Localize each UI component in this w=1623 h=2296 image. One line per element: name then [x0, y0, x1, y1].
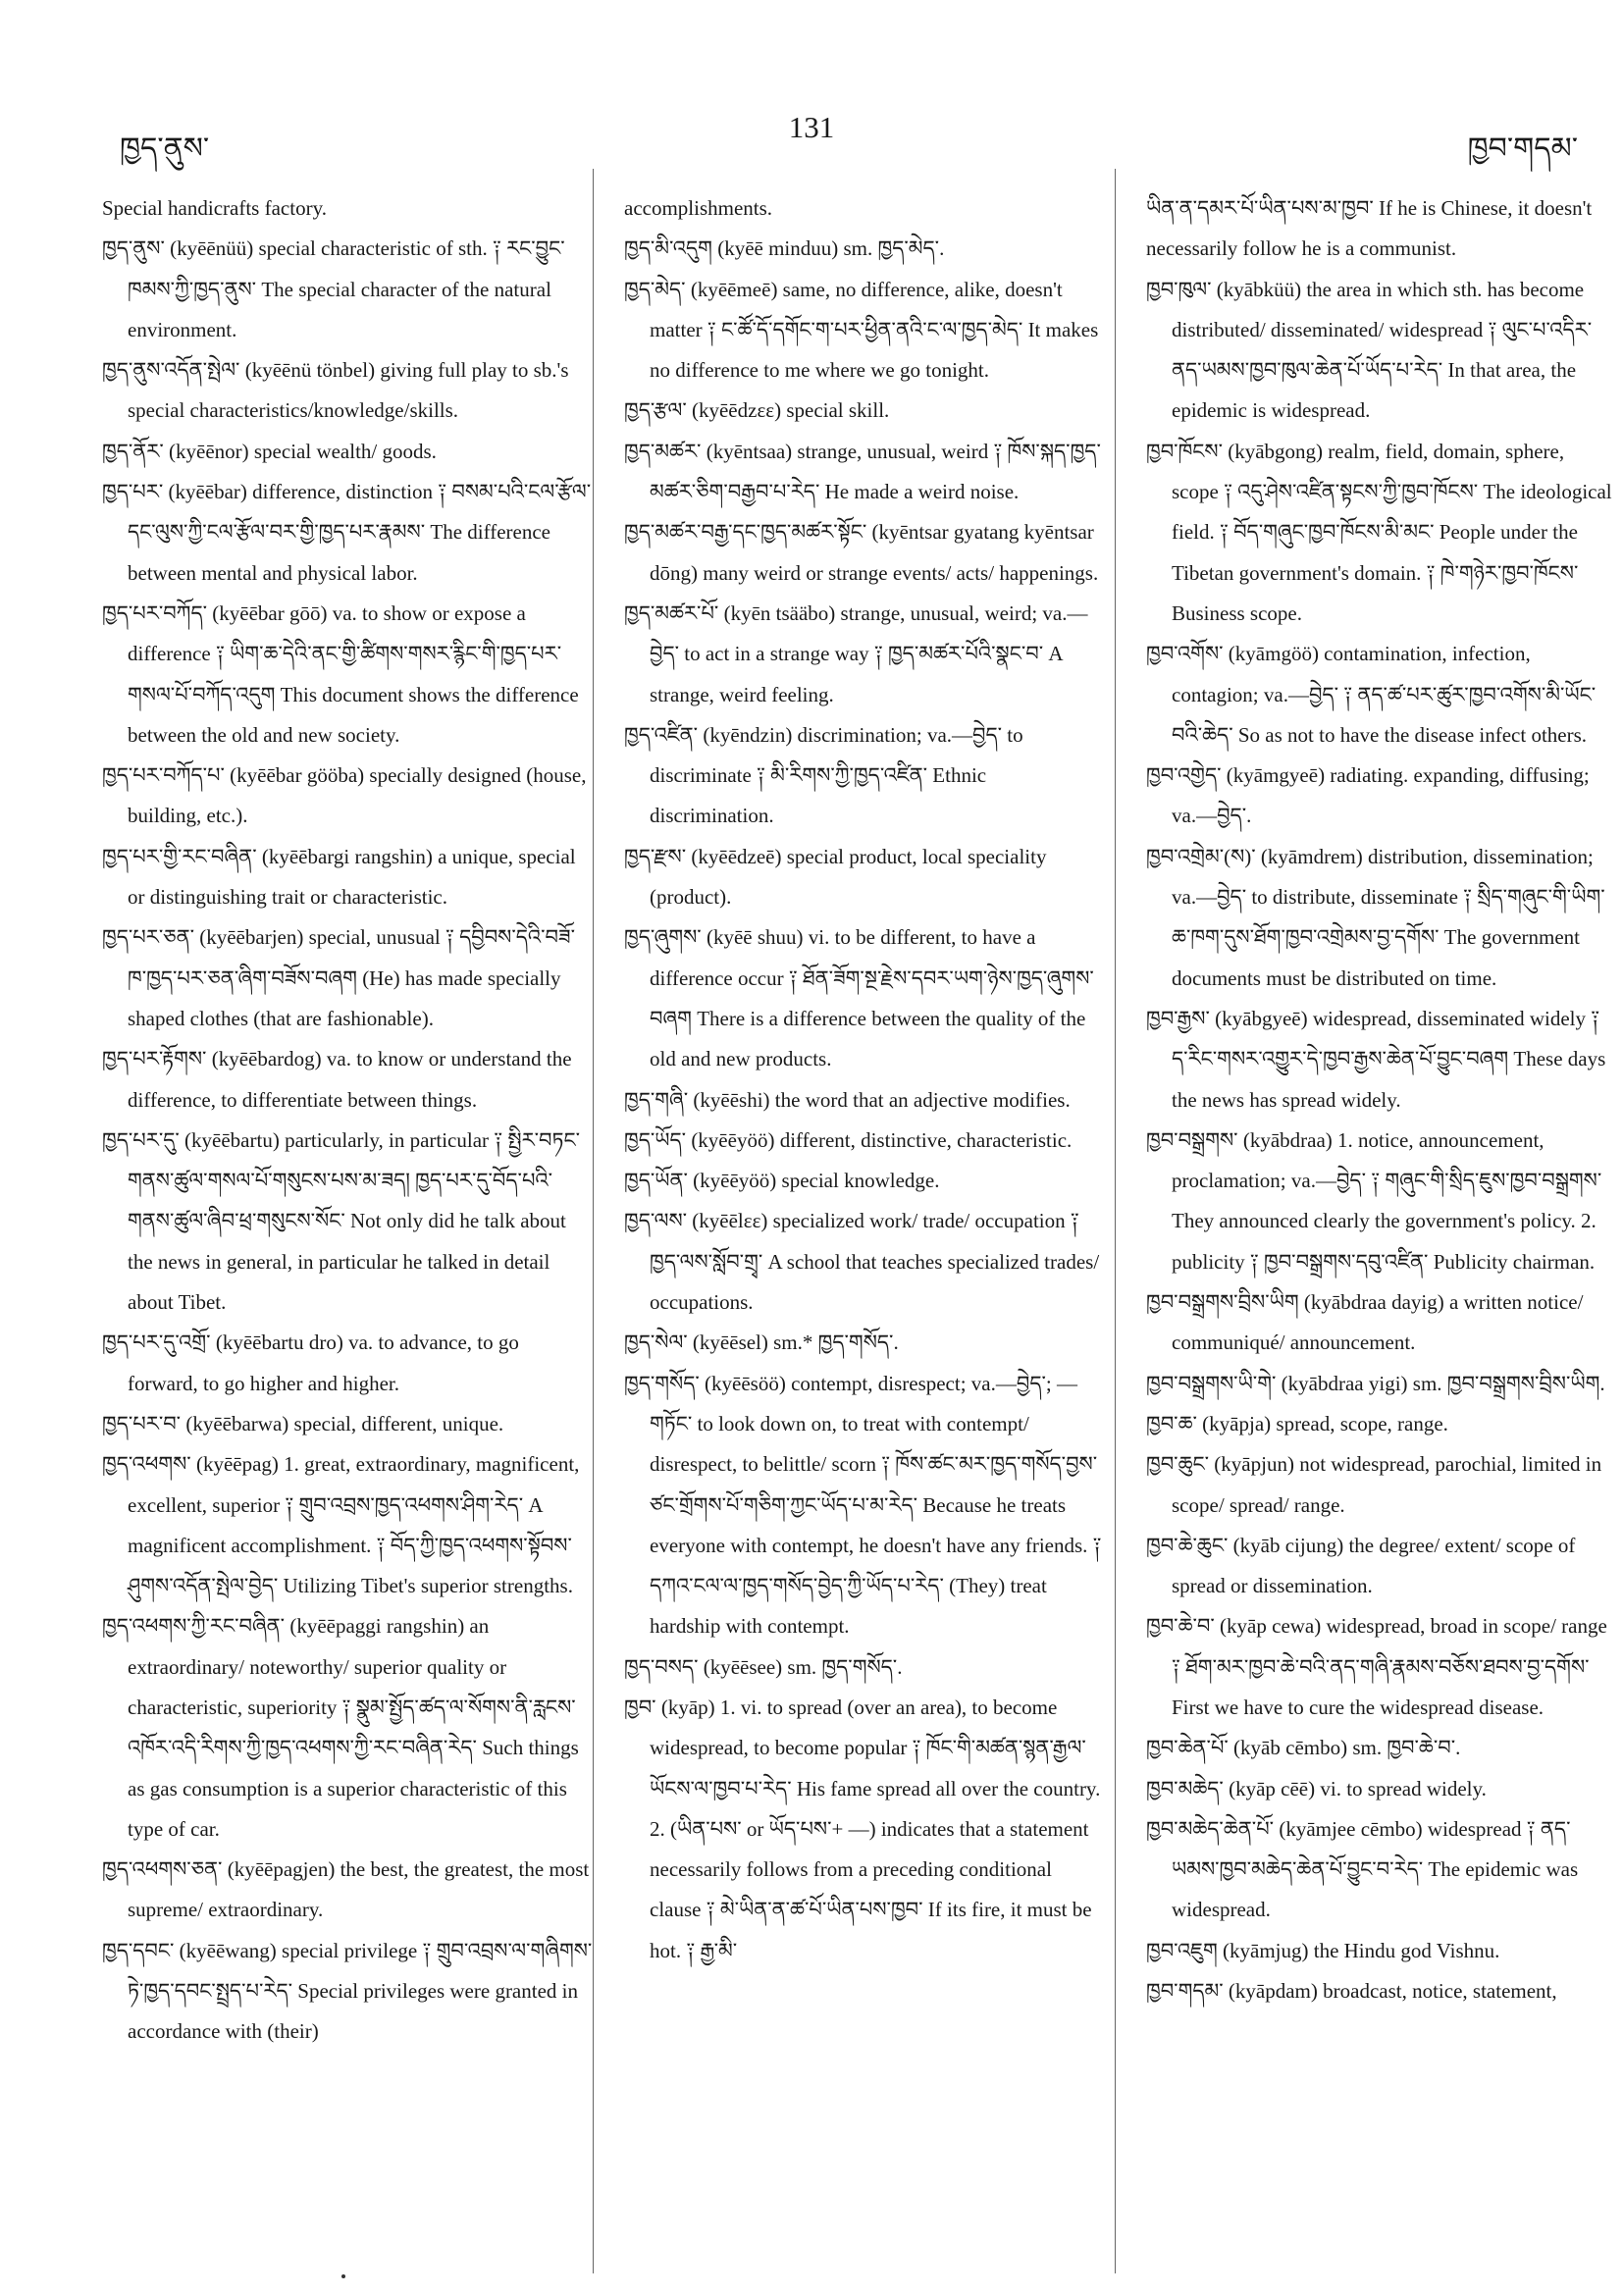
left-running-headword: ཁྱད་ནུས་ — [120, 132, 210, 165]
dictionary-entry: ཁྱད་ཞུགས་ (kyēē shuu) vi. to be different, to have a difference occur ༑ ཐོན་ཟོག་སྔ་རྗེས་དབར་ཡག་ཉེས་ཁྱད་ཞུགས་བཞག There is a difference between the quality of the old and new products. — [624, 925, 1094, 1071]
column-left — [102, 188, 593, 2053]
dictionary-entry: ཁྱད་པར་བཀོད་པ་ (kyēēbar gööba) specially designed (house, building, etc.). — [102, 763, 587, 828]
dictionary-entry: ཁྱད་ཡོན་ (kyēēyöö) special knowledge. — [624, 1169, 940, 1193]
dictionary-entry: ཁྱབ་ཆེན་པོ་ (kyāb cēmbo) sm. ཁྱབ་ཆེ་བ་. — [1146, 1736, 1461, 1760]
right-running-headword: ཁྱབ་གདམ་ — [1467, 132, 1578, 165]
dictionary-entry: ཁྱད་པར་དུ་འགྲོ་ (kyēēbartu dro) va. to advance, to go forward, to go higher and higher. — [102, 1331, 519, 1395]
dictionary-entry: ཁྱད་གཞི་ (kyēēshi) the word that an adjective modifies. — [624, 1087, 1071, 1112]
dictionary-entry: ཁྱད་དབང་ (kyēēwang) special privilege ༑ གྲུབ་འབྲས་ལ་གཞིགས་ཏེ་ཁྱད་དབང་སྤྲད་པ་རེད་ Special privileges were granted in accordance with (their) — [102, 1938, 593, 2044]
column-right — [1146, 188, 1612, 2011]
dictionary-entry: ཁྱད་མི་འདུག (kyēē minduu) sm. ཁྱད་མེད་. — [624, 236, 945, 261]
dictionary-entry: ཁྱབ་འགོས་ (kyāmgöö) contamination, infection, contagion; va.—བྱེད་ ༑ ནད་ཚ་པར་ཚུར་ཁྱབ་འགོས་མི་ཡོང་བའི་ཆེད་ So as not to have the disease infect others. — [1146, 642, 1597, 747]
dictionary-entry: ཁྱབ་ཆེ་ཆུང་ (kyāb cijung) the degree/ extent/ scope of spread or dissemination. — [1146, 1533, 1576, 1598]
dictionary-entry: ཁྱད་པར་ཅན་ (kyēēbarjen) special, unusual ༑ དབྱིབས་དེའི་བཟོ་ཁ་ཁྱད་པར་ཅན་ཞིག་བཟོས་བཞག (He) has made specially shaped clothes (that are fashionable). — [102, 925, 576, 1030]
dictionary-entry: ཁྱབ་ཁུལ་ (kyābküü) the area in which sth. has become distributed/ disseminated/ widespread ༑ ལུང་པ་འདིར་ནད་ཡམས་ཁྱབ་ཁུལ་ཆེན་པོ་ཡོད་པ་རེད་ In that area, the epidemic is widespread. — [1146, 277, 1593, 423]
dictionary-entry: ཁྱབ་ཁོངས་ (kyābgong) realm, field, domain, sphere, scope ༑ འདུ་ཤེས་འཛིན་སྟངས་ཀྱི་ཁྱབ་ཁོངས་ The ideological field. ༑ བོད་གཞུང་ཁྱབ་ཁོངས་མི་མང་ People under the Tibetan government's domain. ༑ ཁེ་གཉེར་ཁྱབ་ཁོངས་ Business scope. — [1146, 439, 1612, 625]
dictionary-entry: ཁྱད་ཡོད་ (kyēēyöö) different, distinctive, characteristic. — [624, 1127, 1073, 1152]
dictionary-entry: ཁྱབ་བསྒྲགས་ (kyābdraa) 1. notice, announcement, proclamation; va.—བྱེད་ ༑ གཞུང་གི་སྲིད་ཇུས་ཁྱབ་བསྒྲགས་ They announced clearly the government's policy. 2. publicity ༑ ཁྱབ་བསྒྲགས་དབུ་འཛིན་ Publicity chairman. — [1146, 1127, 1602, 1274]
dictionary-entry: ཁྱབ་མཆེད་ཆེན་པོ་ (kyāmjee cēmbo) widespread ༑ ནད་ཡམས་ཁྱབ་མཆེད་ཆེན་པོ་བྱུང་བ་རེད་ The epidemic was widespread. — [1146, 1816, 1579, 1922]
page-number: 131 — [788, 110, 835, 144]
dictionary-entry: ཁྱབ་ཆ་ (kyāpja) spread, scope, range. — [1146, 1411, 1448, 1435]
dictionary-entry: ཁྱབ་ཆེ་བ་ (kyāp cewa) widespread, broad in scope/ range ༑ ཐོག་མར་ཁྱབ་ཆེ་བའི་ནད་གཞི་རྣམས་བཅོས་ཐབས་བྱ་དགོས་ First we have to cure the widespread disease. — [1146, 1614, 1607, 1719]
column-middle — [624, 188, 1105, 1971]
dictionary-entry: ཁྱབ་མཆེད་ (kyāp cēē) vi. to spread widely. — [1146, 1776, 1487, 1800]
dictionary-entry: ཁྱབ་གདམ་ (kyāpdam) broadcast, notice, statement, — [1146, 1979, 1557, 2004]
dictionary-entry: ཁྱད་ལས་ (kyēēlɛɛ) specialized work/ trade/ occupation ༑ ཁྱད་ལས་སློབ་གྲྭ་ A school that teaches specialized trades/ occupations. — [624, 1209, 1100, 1315]
dictionary-entry: ཁྱབ་རྒྱས་ (kyābgyeē) widespread, disseminated widely ༑ ད་རིང་གསར་འགྱུར་དེ་ཁྱབ་རྒྱས་ཆེན་པོ་བྱུང་བཞག These days the news has spread widely. — [1146, 1006, 1606, 1112]
dictionary-entry: ཁྱད་གསོད་ (kyēēsöö) contempt, disrespect; va.—བྱེད་; — གཏོང་ to look down on, to treat with contempt/ disrespect, to belittle/ scorn ༑ ཁོས་ཚང་མར་ཁྱད་གསོད་བྱས་ཙང་གྲོགས་པོ་གཅིག་ཀྱང་ཡོད་པ་མ་རེད་ Because he treats everyone with contempt, he doesn't have any friends. ༑ དཀའ་ངལ་ལ་ཁྱད་གསོད་བྱེད་ཀྱི་ཡོད་པ་རེད་ (They) treat hardship with contempt. — [624, 1371, 1102, 1639]
dictionary-entry: ཁྱད་པར་གྱི་རང་བཞིན་ (kyēēbargi rangshin) a unique, special or distinguishing trait or characteristic. — [102, 844, 576, 910]
dictionary-entry: ཁྱད་ནོར་ (kyēēnor) special wealth/ goods. — [102, 439, 437, 463]
dictionary-entry: ཁྱད་པར་བཀོད་ (kyēēbar gōō) va. to show or expose a difference ༑ ཡིག་ཆ་དེའི་ནང་གྱི་ཚིགས་གསར་རྙིང་གི་ཁྱད་པར་གསལ་པོ་བཀོད་འདུག This document shows the difference between the old and new society. — [102, 600, 579, 747]
dictionary-entry: ཁྱབ་འཇུག (kyāmjug) the Hindu god Vishnu. — [1146, 1938, 1500, 1962]
dictionary-entry: ཁྱད་འཕགས་ (kyēēpag) 1. great, extraordinary, magnificent, excellent, superior ༑ གྲུབ་འབྲས་ཁྱད་འཕགས་ཤིག་རེད་ A magnificent accomplishment. ༑ བོད་ཀྱི་ཁྱད་འཕགས་སྟོབས་ཤུགས་འདོན་སྤེལ་བྱེད་ Utilizing Tibet's superior strengths. — [102, 1452, 580, 1598]
column-divider-2 — [1115, 169, 1116, 2273]
dictionary-entry: ཁྱད་འཕགས་ཀྱི་རང་བཞིན་ (kyēēpaggi rangshin) an extraordinary/ noteworthy/ superior quality or characteristic, superiority ༑ སྣུམ་སྤྱོད་ཚད་ལ་སོགས་ནི་རླངས་འཁོར་འདི་རིགས་ཀྱི་ཁྱད་འཕགས་ཀྱི་རང་བཞིན་རེད་ Such things as gas consumption is a superior characteristic of this type of car. — [102, 1614, 579, 1841]
dictionary-entry: ཁྱད་འཛིན་ (kyēndzin) discrimination; va.—བྱེད་ to discriminate ༑ མི་རིགས་ཀྱི་ཁྱད་འཛིན་ Ethnic discrimination. — [624, 722, 1023, 828]
dictionary-entry: ཁྱབ་ཆུང་ (kyāpjun) not widespread, parochial, limited in scope/ spread/ range. — [1146, 1452, 1602, 1517]
dictionary-entry: accomplishments. — [624, 196, 773, 220]
dictionary-entry: ཁྱད་རྫས་ (kyēēdzeē) special product, local speciality (product). — [624, 844, 1047, 910]
dictionary-entry: ཁྱད་མཚར་ (kyēntsaa) strange, unusual, weird ༑ ཁོས་སྐད་ཁྱད་མཚར་ཅིག་བརྒྱབ་པ་རེད་ He made a weird noise. — [624, 439, 1101, 504]
dictionary-entry: ཁྱད་པར་རྟོགས་ (kyēēbardog) va. to know or understand the difference, to differentiate between things. — [102, 1047, 572, 1112]
dictionary-entry: ཁྱད་བསད་ (kyēēsee) sm. ཁྱད་གསོད་. — [624, 1654, 903, 1679]
dictionary-entry: ཁྱབ་བསྒྲགས་བྲིས་ཡིག (kyābdraa dayig) a written notice/ communiqué/ announcement. — [1146, 1290, 1584, 1355]
dictionary-entry: ཁྱད་མཚར་པོ་ (kyēn tsääbo) strange, unusual, weird; va.—བྱེད་ to act in a strange way ༑ ཁྱད་མཚར་པོའི་སྣང་བ་ A strange, weird feeling. — [624, 600, 1088, 706]
dictionary-entry: Special handicrafts factory. — [102, 196, 327, 220]
dictionary-entry: ཁྱད་ནུས་འདོན་སྤེལ་ (kyēēnü tönbel) giving full play to sb.'s special characteristics/knowledge/skills. — [102, 358, 569, 423]
dictionary-entry: ཁྱད་འཕགས་ཅན་ (kyēēpagjen) the best, the greatest, the most supreme/ extraordinary. — [102, 1857, 590, 1922]
dictionary-entry: ཁྱད་ནུས་ (kyēēnüü) special characteristic of sth. ༑ རང་བྱུང་ཁམས་ཀྱི་ཁྱད་ནུས་ The special character of the natural environment. — [102, 236, 565, 341]
dictionary-entry: ཁྱད་མེད་ (kyēēmeē) same, no difference, alike, doesn't matter ༑ ང་ཚོ་དོ་དགོང་ག་པར་ཕྱིན་ནའི་ང་ལ་ཁྱད་མེད་ It makes no difference to me where we go tonight. — [624, 277, 1099, 383]
dictionary-entry: ཡིན་ན་དམར་པོ་ཡིན་པས་མ་ཁྱབ་ If he is Chinese, it doesn't necessarily follow he is a communist. — [1146, 196, 1593, 261]
dictionary-entry: ཁྱབ་ (kyāp) 1. vi. to spread (over an area), to become widespread, to become popular ༑ ཁོང་གི་མཚན་སྙན་རྒྱལ་ཡོངས་ལ་ཁྱབ་པ་རེད་ His fame spread all over the country. 2. (ཡིན་པས་ or ཡོད་པས་+ —) indicates that a statement necessarily follows from a preceding conditional clause ༑ མེ་ཡིན་ན་ཚ་པོ་ཡིན་པས་ཁྱབ་ If its fire, it must be hot. ༑ རྒྱ་མི་ — [624, 1695, 1101, 1962]
dictionary-entry: ཁྱད་པར་བ་ (kyēēbarwa) special, different, unique. — [102, 1411, 504, 1435]
dictionary-entry: ཁྱབ་འགྱེད་ (kyāmgyeē) radiating. expanding, diffusing; va.—བྱེད་. — [1146, 763, 1590, 828]
dictionary-entry: ཁྱད་པར་དུ་ (kyēēbartu) particularly, in particular ༑ སྤྱིར་བཏང་གནས་ཚུལ་གསལ་པོ་གསུངས་པས་མ་ཟད། ཁྱད་པར་དུ་བོད་པའི་གནས་ཚུལ་ཞིབ་ཕྲ་གསུངས་སོང་ Not only did he talk about the news in general, in particular he talked in detail about Tibet. — [102, 1127, 580, 1315]
dictionary-entry: ཁྱབ་བསྒྲགས་ཡི་གེ་ (kyābdraa yigi) sm. ཁྱབ་བསྒྲགས་བྲིས་ཡིག. — [1146, 1371, 1605, 1395]
dictionary-entry: ཁྱད་པར་ (kyēēbar) difference, distinction ༑ བསམ་པའི་ངལ་རྩོལ་དང་ལུས་ཀྱི་ངལ་རྩོལ་བར་གྱི་ཁྱད་པར་རྣམས་ The difference between mental and physical labor. — [102, 480, 592, 585]
dictionary-entry: ཁྱད་སེལ་ (kyēēsel) sm.* ཁྱད་གསོད་. — [624, 1331, 899, 1355]
column-divider-1 — [593, 169, 594, 2273]
dictionary-entry: ཁྱད་མཚར་བརྒྱ་དང་ཁྱད་མཚར་སྟོང་ (kyēntsar gyatang kyēntsar dōng) many weird or strange events/ acts/ happenings. — [624, 520, 1099, 585]
dictionary-entry: ཁྱབ་འགྲེམ་(ས)་ (kyāmdrem) distribution, dissemination; va.—བྱེད་ to distribute, disseminate ༑ སྲིད་གཞུང་གི་ཡིག་ཆ་ཁག་དུས་ཐོག་ཁྱབ་འགྲེམས་བྱ་དགོས་ The government documents must be distributed on time. — [1146, 844, 1605, 990]
dictionary-entry: ཁྱད་རྩལ་ (kyēēdzɛɛ) special skill. — [624, 398, 890, 423]
stray-mark — [341, 2274, 345, 2278]
